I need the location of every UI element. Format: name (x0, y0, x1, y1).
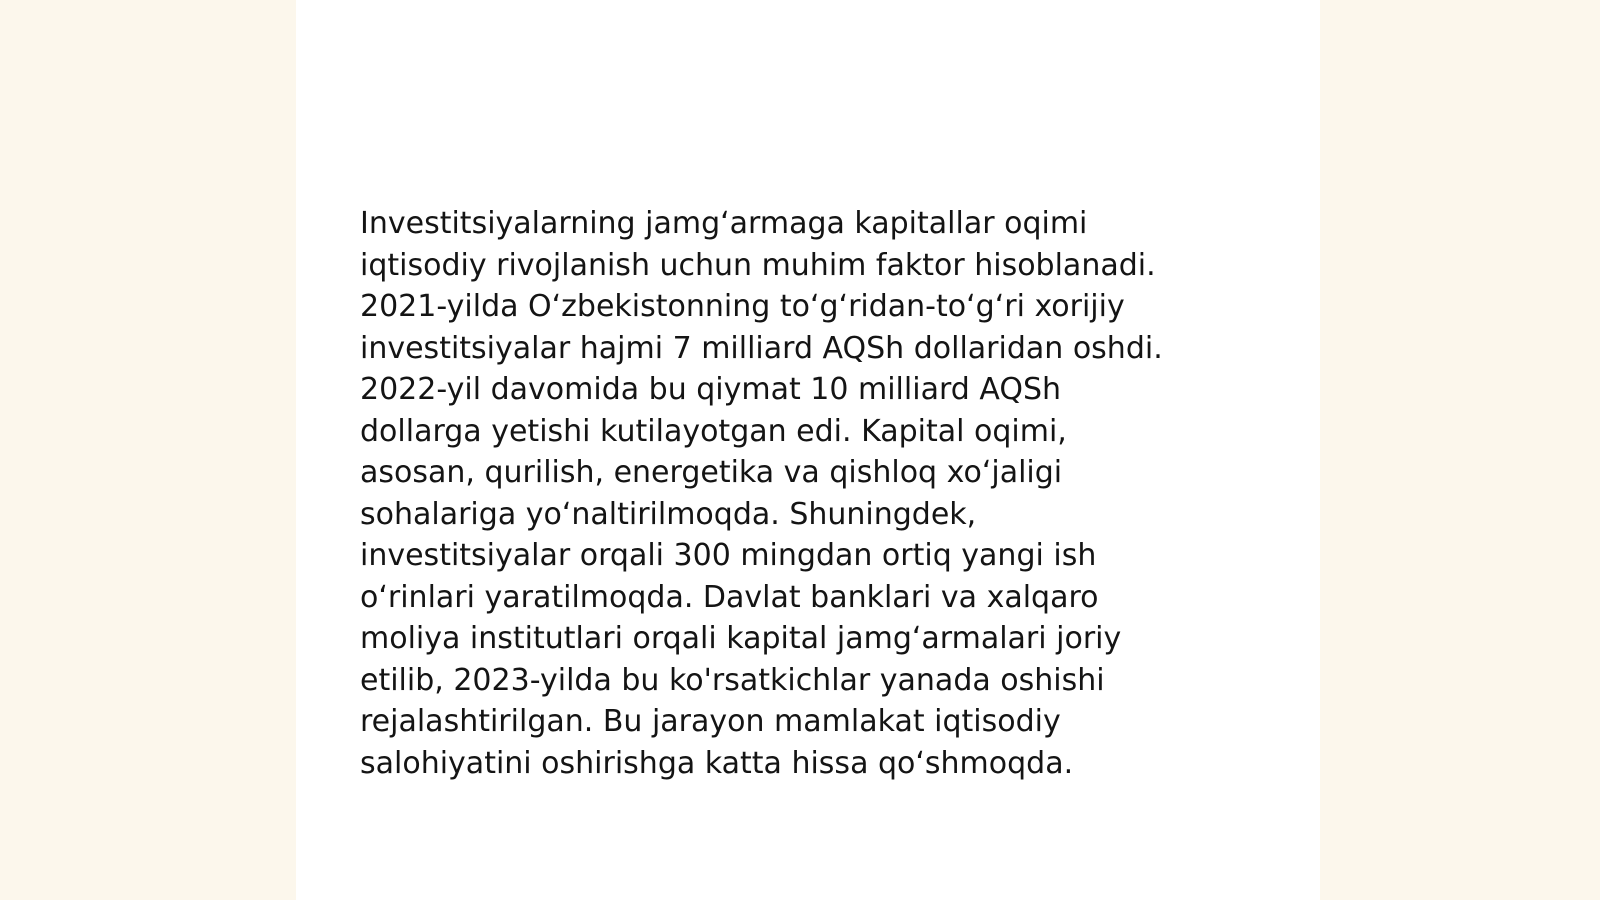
body-paragraph: Investitsiyalarning jamg‘armaga kapitallar oqimi iqtisodiy rivojlanish uchun muhim faktor hisoblanadi. 2021-yilda O‘zbekistonning to‘g‘ridan-to‘g‘ri xorijiy investitsiyalar hajmi 7 milliard AQSh dollaridan oshdi. 2022-yil davomida bu qiymat 10 milliard AQSh dollarga yetishi kutilayotgan edi. Kapital oqimi, asosan, qurilish, energetika va qishloq xo‘jaligi sohalariga yo‘naltirilmoqda. Shuningdek, investitsiyalar orqali 300 mingdan ortiq yangi ish o‘rinlari yaratilmoqda. Davlat banklari va xalqaro moliya institutlari orqali kapital jamg‘armalari joriy etilib, 2023-yilda bu ko'rsatkichlar yanada oshishi rejalashtirilgan. Bu jarayon mamlakat iqtisodiy salohiyatini oshirishga katta hissa qo‘shmoqda. (360, 206, 1163, 781)
document-page (296, 0, 1320, 900)
